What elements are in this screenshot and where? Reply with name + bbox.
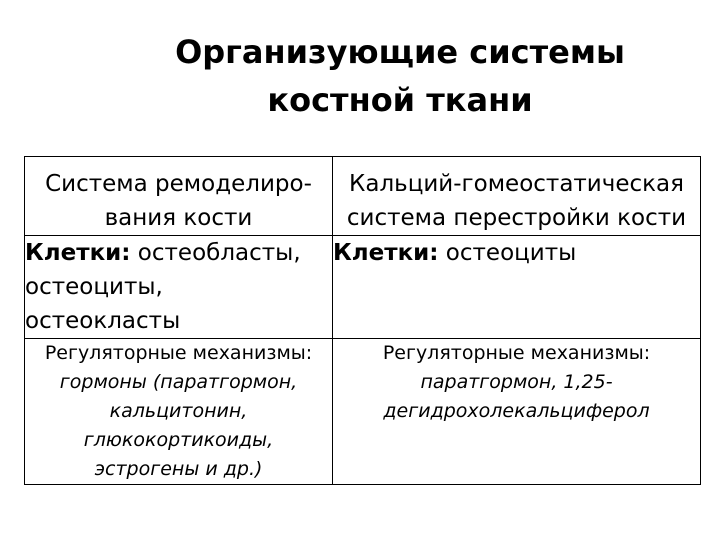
right-cells-label: Клетки: [333, 240, 439, 266]
left-cells-line-1: остеобласты, [130, 240, 301, 266]
left-regulatory-label: Регуляторные механизмы: [44, 342, 313, 364]
left-cells-line-3: остеокласты [25, 308, 181, 334]
right-regulatory-line: дегидрохолекальциферол [383, 400, 650, 422]
bone-systems-table [24, 156, 701, 485]
left-system-name-line-1: Система ремоделиро- [45, 171, 312, 197]
left-regulatory-line: кальцитонин, [109, 400, 248, 422]
left-system-name-cell [25, 157, 333, 236]
left-system-name-line-2: вания кости [104, 205, 253, 231]
right-regulatory-label: Регуляторные механизмы: [382, 342, 651, 364]
right-system-name-line-2: система перестройки кости [346, 205, 687, 231]
title-line-2: костной ткани [267, 81, 533, 119]
right-cells-cell [333, 236, 701, 339]
left-regulatory-cell [25, 339, 333, 485]
left-regulatory-line: гормоны (паратгормон, [59, 371, 298, 393]
left-regulatory-line: глюкокортикоиды, [83, 429, 274, 451]
left-cells-label: Клетки: [25, 240, 131, 266]
right-regulatory-cell [333, 339, 701, 485]
right-cells-value: остеоциты [438, 240, 577, 266]
left-regulatory-line: эстрогены и др.) [94, 458, 263, 480]
title-line-1: Организующие системы [175, 33, 625, 71]
right-system-name-cell [333, 157, 701, 236]
page-title [100, 28, 700, 124]
right-regulatory-line: паратгормон, 1,25- [420, 371, 613, 393]
regulatory-row [25, 339, 701, 485]
left-cells-line-2: остеоциты, [25, 274, 163, 300]
left-cells-cell [25, 236, 333, 339]
cells-row [25, 236, 701, 339]
right-system-name-line-1: Кальций-гомеостатическая [349, 171, 684, 197]
system-names-row [25, 157, 701, 236]
